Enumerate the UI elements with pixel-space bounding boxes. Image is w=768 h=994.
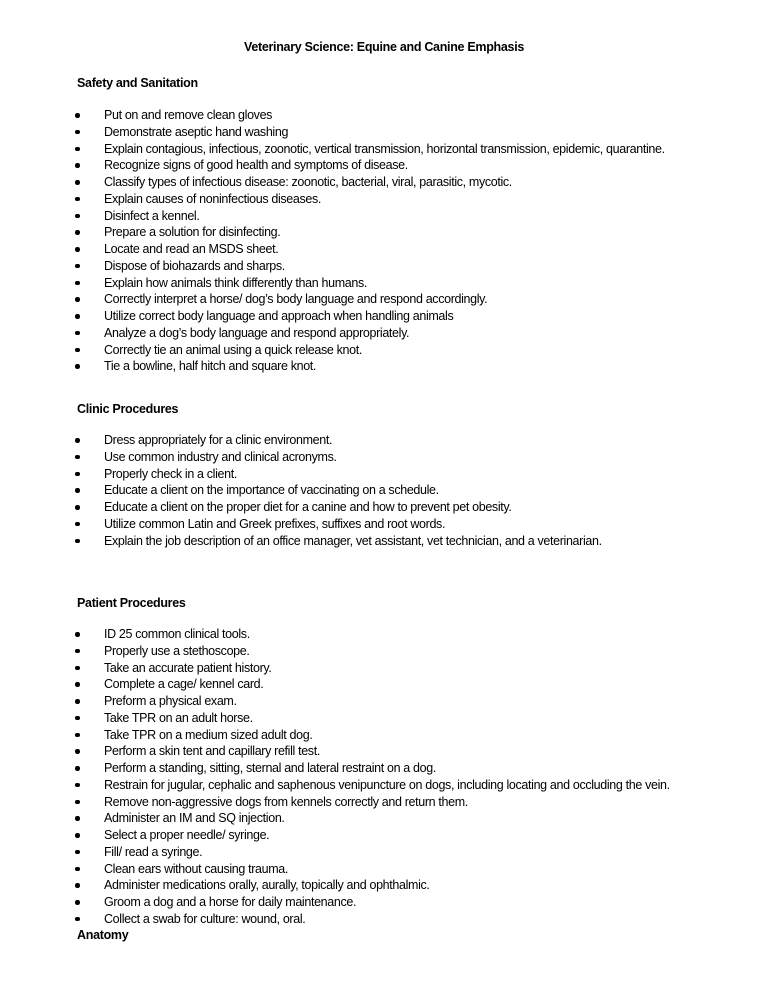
list-item: Tie a bowline, half hitch and square knot.	[0, 358, 665, 375]
list-item: Groom a dog and a horse for daily maintenance.	[0, 894, 670, 911]
list-item: Perform a standing, sitting, sternal and lateral restraint on a dog.	[0, 760, 670, 777]
list-item: Remove non-aggressive dogs from kennels correctly and return them.	[0, 794, 670, 811]
clinic-list	[0, 432, 602, 549]
list-item: Select a proper needle/ syringe.	[0, 827, 670, 844]
list-item: Demonstrate aseptic hand washing	[0, 124, 665, 141]
list-item: Explain the job description of an office manager, vet assistant, vet technician, and a veterinarian.	[0, 533, 602, 550]
list-item: Restrain for jugular, cephalic and saphenous venipuncture on dogs, including locating and occluding the vein.	[0, 777, 670, 794]
list-item: Administer an IM and SQ injection.	[0, 810, 670, 827]
list-item: Fill/ read a syringe.	[0, 844, 670, 861]
safety-list	[0, 107, 665, 375]
section-heading-patient: Patient Procedures	[77, 596, 186, 610]
list-item: Utilize correct body language and approach when handling animals	[0, 308, 665, 325]
list-item: Educate a client on the importance of vaccinating on a schedule.	[0, 482, 602, 499]
list-item: Disinfect a kennel.	[0, 208, 665, 225]
patient-list	[0, 626, 670, 928]
list-item: Educate a client on the proper diet for a canine and how to prevent pet obesity.	[0, 499, 602, 516]
list-item: Classify types of infectious disease: zoonotic, bacterial, viral, parasitic, mycotic.	[0, 174, 665, 191]
list-item: Locate and read an MSDS sheet.	[0, 241, 665, 258]
document-title: Veterinary Science: Equine and Canine Emphasis	[243, 40, 525, 54]
list-item: Explain how animals think differently than humans.	[0, 275, 665, 292]
list-item: Use common industry and clinical acronyms.	[0, 449, 602, 466]
list-item: Preform a physical exam.	[0, 693, 670, 710]
list-item: Correctly interpret a horse/ dog’s body language and respond accordingly.	[0, 291, 665, 308]
list-item: Correctly tie an animal using a quick release knot.	[0, 342, 665, 359]
section-heading-clinic: Clinic Procedures	[77, 402, 179, 416]
list-item: ID 25 common clinical tools.	[0, 626, 670, 643]
list-item: Administer medications orally, aurally, topically and ophthalmic.	[0, 877, 670, 894]
list-item: Collect a swab for culture: wound, oral.	[0, 911, 670, 928]
list-item: Complete a cage/ kennel card.	[0, 676, 670, 693]
list-item: Properly use a stethoscope.	[0, 643, 670, 660]
list-item: Explain causes of noninfectious diseases.	[0, 191, 665, 208]
list-item: Prepare a solution for disinfecting.	[0, 224, 665, 241]
list-item: Dress appropriately for a clinic environment.	[0, 432, 602, 449]
section-heading-safety: Safety and Sanitation	[77, 76, 198, 90]
list-item: Properly check in a client.	[0, 466, 602, 483]
list-item: Analyze a dog’s body language and respond appropriately.	[0, 325, 665, 342]
list-item: Explain contagious, infectious, zoonotic, vertical transmission, horizontal transmission, epidemic, quarantine.	[0, 141, 665, 158]
list-item: Put on and remove clean gloves	[0, 107, 665, 124]
list-item: Dispose of biohazards and sharps.	[0, 258, 665, 275]
list-item: Perform a skin tent and capillary refill test.	[0, 743, 670, 760]
list-item: Clean ears without causing trauma.	[0, 861, 670, 878]
list-item: Take TPR on a medium sized adult dog.	[0, 727, 670, 744]
list-item: Take an accurate patient history.	[0, 660, 670, 677]
list-item: Recognize signs of good health and symptoms of disease.	[0, 157, 665, 174]
section-heading-anatomy: Anatomy	[77, 928, 129, 942]
list-item: Utilize common Latin and Greek prefixes, suffixes and root words.	[0, 516, 602, 533]
list-item: Take TPR on an adult horse.	[0, 710, 670, 727]
